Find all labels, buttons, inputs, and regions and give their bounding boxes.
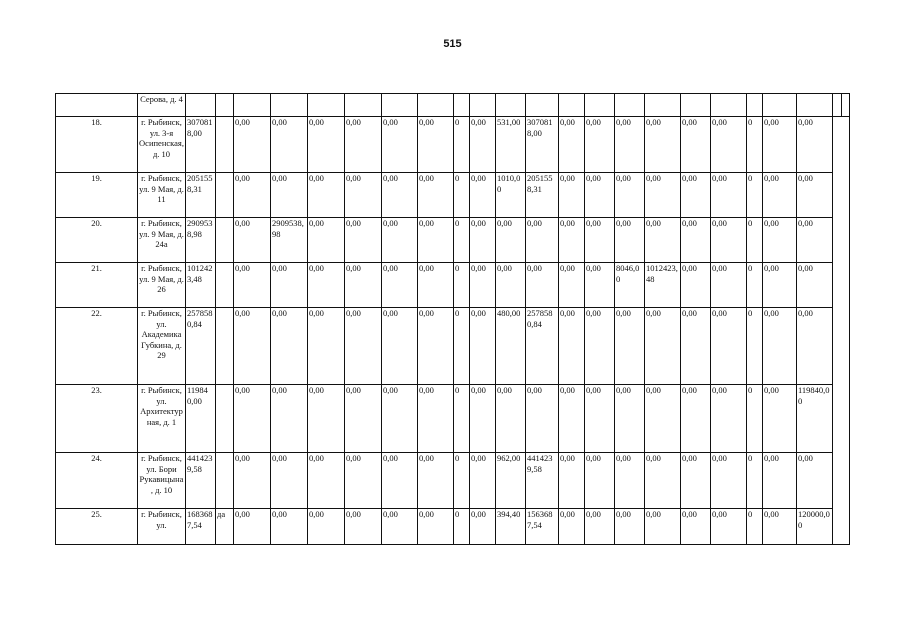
table-cell: 0,00 [711,263,747,308]
row-number-cell: 19. [56,173,138,218]
table-cell: 0,00 [615,509,645,545]
table-cell: 0 [454,218,470,263]
table-cell: 480,00 [496,308,526,385]
table-cell: 0,00 [234,218,271,263]
table-cell: 2578580,84 [526,308,559,385]
table-cell: 0,00 [711,385,747,453]
table-cell: 0,00 [271,509,308,545]
table-cell: 0 [454,385,470,453]
table-cell [216,385,234,453]
table-cell: 120000,00 [797,509,833,545]
table-cell: 0,00 [382,385,418,453]
table-cell: 0,00 [418,509,454,545]
table-cell: 0,00 [559,218,585,263]
table-cell: 0,00 [418,263,454,308]
table-cell [841,94,850,117]
data-table [55,93,850,545]
table-cell: 0,00 [681,117,711,173]
table-cell: 0,00 [681,509,711,545]
table-cell: 0 [747,453,763,509]
table-cell [216,117,234,173]
table-cell [681,94,711,117]
table-cell: 0,00 [382,453,418,509]
table-cell: 0,00 [382,218,418,263]
table-cell: 0,00 [418,385,454,453]
table-cell: 0 [747,218,763,263]
table-cell: 0,00 [763,117,797,173]
table-cell: 0 [454,453,470,509]
table-cell: 0,00 [763,218,797,263]
table-cell: 0,00 [615,173,645,218]
table-row [56,308,850,385]
table-cell: 0,00 [763,453,797,509]
table-cell: 2909538,98 [271,218,308,263]
table-cell: 0,00 [645,453,681,509]
table-row [56,94,850,117]
address-cell: г. Рыбинск, ул. 9 Мая, д. 11 [138,173,186,218]
table-cell: да [216,509,234,545]
address-cell: г. Рыбинск, ул. Архитектурная, д. 1 [138,385,186,453]
row-number-cell: 21. [56,263,138,308]
table-cell: 0,00 [615,453,645,509]
table-cell: 8046,00 [615,263,645,308]
table-cell: 0,00 [711,308,747,385]
table-cell: 0,00 [763,173,797,218]
address-cell: Серова, д. 4 [138,94,186,117]
table-cell: 0,00 [345,308,382,385]
table-cell: 531,00 [496,117,526,173]
table-cell: 0,00 [345,509,382,545]
table-cell [216,308,234,385]
address-cell: г. Рыбинск, ул. 9 Мая, д. 24а [138,218,186,263]
table-cell: 119840,00 [186,385,216,453]
table-cell: 0,00 [470,263,496,308]
table-cell: 0,00 [271,385,308,453]
table-cell: 0,00 [496,218,526,263]
table-cell: 0,00 [711,173,747,218]
table-cell: 0,00 [526,263,559,308]
table-cell [526,94,559,117]
table-cell [585,94,615,117]
table-cell [496,94,526,117]
table-cell [418,94,454,117]
row-number-cell: 24. [56,453,138,509]
table-cell: 0,00 [308,263,345,308]
address-cell: г. Рыбинск, ул. [138,509,186,545]
table-cell: 0,00 [470,453,496,509]
table-cell: 0,00 [645,117,681,173]
table-cell [308,94,345,117]
table-cell: 0,00 [559,173,585,218]
table-cell: 1683687,54 [186,509,216,545]
table-cell: 0,00 [470,218,496,263]
table-cell: 0,00 [382,117,418,173]
row-number-cell: 22. [56,308,138,385]
table-cell: 0,00 [308,218,345,263]
table-cell [382,94,418,117]
table-cell [470,94,496,117]
table-cell: 0,00 [797,173,833,218]
table-cell: 0,00 [681,308,711,385]
table-cell: 0,00 [496,263,526,308]
table-cell: 0,00 [234,173,271,218]
table-cell [345,94,382,117]
table-cell: 2909538,98 [186,218,216,263]
row-number-cell: 20. [56,218,138,263]
table-cell: 0,00 [681,385,711,453]
table-cell: 0,00 [559,509,585,545]
table-cell: 0,00 [763,509,797,545]
table-cell: 962,00 [496,453,526,509]
table-cell: 0,00 [585,453,615,509]
table-cell: 0,00 [308,117,345,173]
table-cell: 1012423,48 [645,263,681,308]
table-cell: 2051558,31 [526,173,559,218]
table-cell: 0 [747,509,763,545]
table-cell: 0,00 [271,173,308,218]
table-cell: 0,00 [496,385,526,453]
table-cell: 0,00 [345,117,382,173]
table-cell: 0,00 [797,218,833,263]
table-cell [833,94,842,117]
table-cell: 0,00 [711,117,747,173]
table-cell: 0,00 [559,117,585,173]
table-cell: 0,00 [585,218,615,263]
table-cell: 0,00 [585,263,615,308]
table-cell [216,94,234,117]
table-cell: 0,00 [470,385,496,453]
table-row [56,263,850,308]
table-cell: 2578580,84 [186,308,216,385]
table-cell: 0,00 [585,385,615,453]
table-cell: 0,00 [234,308,271,385]
row-number-cell [56,94,138,117]
table-cell: 0,00 [559,308,585,385]
table-cell: 0,00 [271,263,308,308]
table-cell [454,94,470,117]
table-row [56,453,850,509]
table-cell: 0,00 [763,385,797,453]
table-cell: 0,00 [585,117,615,173]
table-cell: 0,00 [382,509,418,545]
table-cell: 0,00 [308,509,345,545]
table-cell: 0,00 [382,173,418,218]
table-cell: 0,00 [763,308,797,385]
table-row [56,218,850,263]
table-cell [711,94,747,117]
address-cell: г. Рыбинск, ул. Бори Рукавицына, д. 10 [138,453,186,509]
table-cell: 0,00 [470,509,496,545]
table-cell: 0 [454,509,470,545]
table-cell: 0 [747,173,763,218]
table-cell [216,263,234,308]
table-cell: 0,00 [526,385,559,453]
table-cell: 0,00 [418,117,454,173]
table-cell: 0,00 [308,173,345,218]
table-cell: 0,00 [645,173,681,218]
table-cell [271,94,308,117]
table-cell: 0,00 [615,385,645,453]
address-cell: г. Рыбинск, ул. 3-я Осипенская, д. 10 [138,117,186,173]
table-cell: 0,00 [271,308,308,385]
table-cell: 0,00 [797,263,833,308]
table-cell: 0,00 [797,308,833,385]
table-cell: 394,40 [496,509,526,545]
table-cell: 0,00 [711,509,747,545]
table-cell: 0,00 [585,509,615,545]
table-cell: 0,00 [615,218,645,263]
page-number: 515 [443,38,462,50]
row-number-cell: 23. [56,385,138,453]
table-cell: 0,00 [418,308,454,385]
table-cell: 0,00 [345,218,382,263]
table-cell: 0,00 [797,453,833,509]
table-cell: 4414239,58 [526,453,559,509]
table-cell: 0,00 [615,117,645,173]
table-cell [615,94,645,117]
address-cell: г. Рыбинск, ул. Академика Губкина, д. 29 [138,308,186,385]
table-cell: 0 [454,263,470,308]
table-cell: 119840,00 [797,385,833,453]
table-cell: 0,00 [470,117,496,173]
table-cell: 1012423,48 [186,263,216,308]
table-cell [747,94,763,117]
table-cell: 2051558,31 [186,173,216,218]
table-cell: 3070818,00 [526,117,559,173]
table-cell: 0 [747,263,763,308]
table-cell: 0,00 [681,173,711,218]
table-cell: 1010,00 [496,173,526,218]
table-cell: 0,00 [797,117,833,173]
table-cell: 0,00 [308,453,345,509]
table-cell: 0,00 [645,308,681,385]
table-cell: 0,00 [234,385,271,453]
table-cell: 0,00 [418,173,454,218]
table-row [56,509,850,545]
table-cell: 0,00 [645,218,681,263]
table-cell: 0,00 [234,509,271,545]
table-cell: 0 [747,117,763,173]
table-cell: 0,00 [615,308,645,385]
table-cell: 0,00 [271,117,308,173]
table-cell: 1563687,54 [526,509,559,545]
table-cell: 0,00 [382,308,418,385]
table-cell: 0,00 [559,385,585,453]
table-cell [797,94,833,117]
row-number-cell: 25. [56,509,138,545]
table-cell: 0 [747,308,763,385]
table-row [56,385,850,453]
table-cell: 0,00 [345,453,382,509]
table-cell: 0,00 [234,117,271,173]
table-cell [559,94,585,117]
table-cell: 0,00 [526,218,559,263]
table-cell [216,453,234,509]
table-cell: 0,00 [345,263,382,308]
table-cell: 0,00 [470,173,496,218]
table-cell: 0,00 [271,453,308,509]
table-cell: 0,00 [345,173,382,218]
table-cell: 0,00 [645,385,681,453]
table-cell: 0,00 [585,308,615,385]
table-cell [763,94,797,117]
table-cell: 0,00 [234,453,271,509]
table-cell: 0,00 [763,263,797,308]
table-cell [186,94,216,117]
table-cell: 0,00 [234,263,271,308]
table-cell: 3070818,00 [186,117,216,173]
table-cell: 0,00 [711,453,747,509]
table-cell: 0 [454,173,470,218]
row-number-cell: 18. [56,117,138,173]
address-cell: г. Рыбинск, ул. 9 Мая, д. 26 [138,263,186,308]
table-cell [216,173,234,218]
table-cell: 0,00 [559,453,585,509]
table-cell: 0,00 [681,263,711,308]
table-cell: 0,00 [681,453,711,509]
table-cell: 0,00 [308,308,345,385]
table-cell: 0,00 [470,308,496,385]
table-cell: 0 [747,385,763,453]
table-cell [234,94,271,117]
table-cell: 0,00 [559,263,585,308]
table-cell: 0,00 [345,385,382,453]
table-cell: 0,00 [645,509,681,545]
table-cell: 0,00 [585,173,615,218]
table-cell: 0 [454,308,470,385]
table-row [56,173,850,218]
table-cell [645,94,681,117]
table-cell: 0,00 [681,218,711,263]
table-cell: 4414239,58 [186,453,216,509]
table-cell: 0 [454,117,470,173]
table-row [56,117,850,173]
table-cell: 0,00 [418,218,454,263]
table-cell: 0,00 [418,453,454,509]
table-cell [216,218,234,263]
table-cell: 0,00 [308,385,345,453]
table-cell: 0,00 [711,218,747,263]
table-cell: 0,00 [382,263,418,308]
